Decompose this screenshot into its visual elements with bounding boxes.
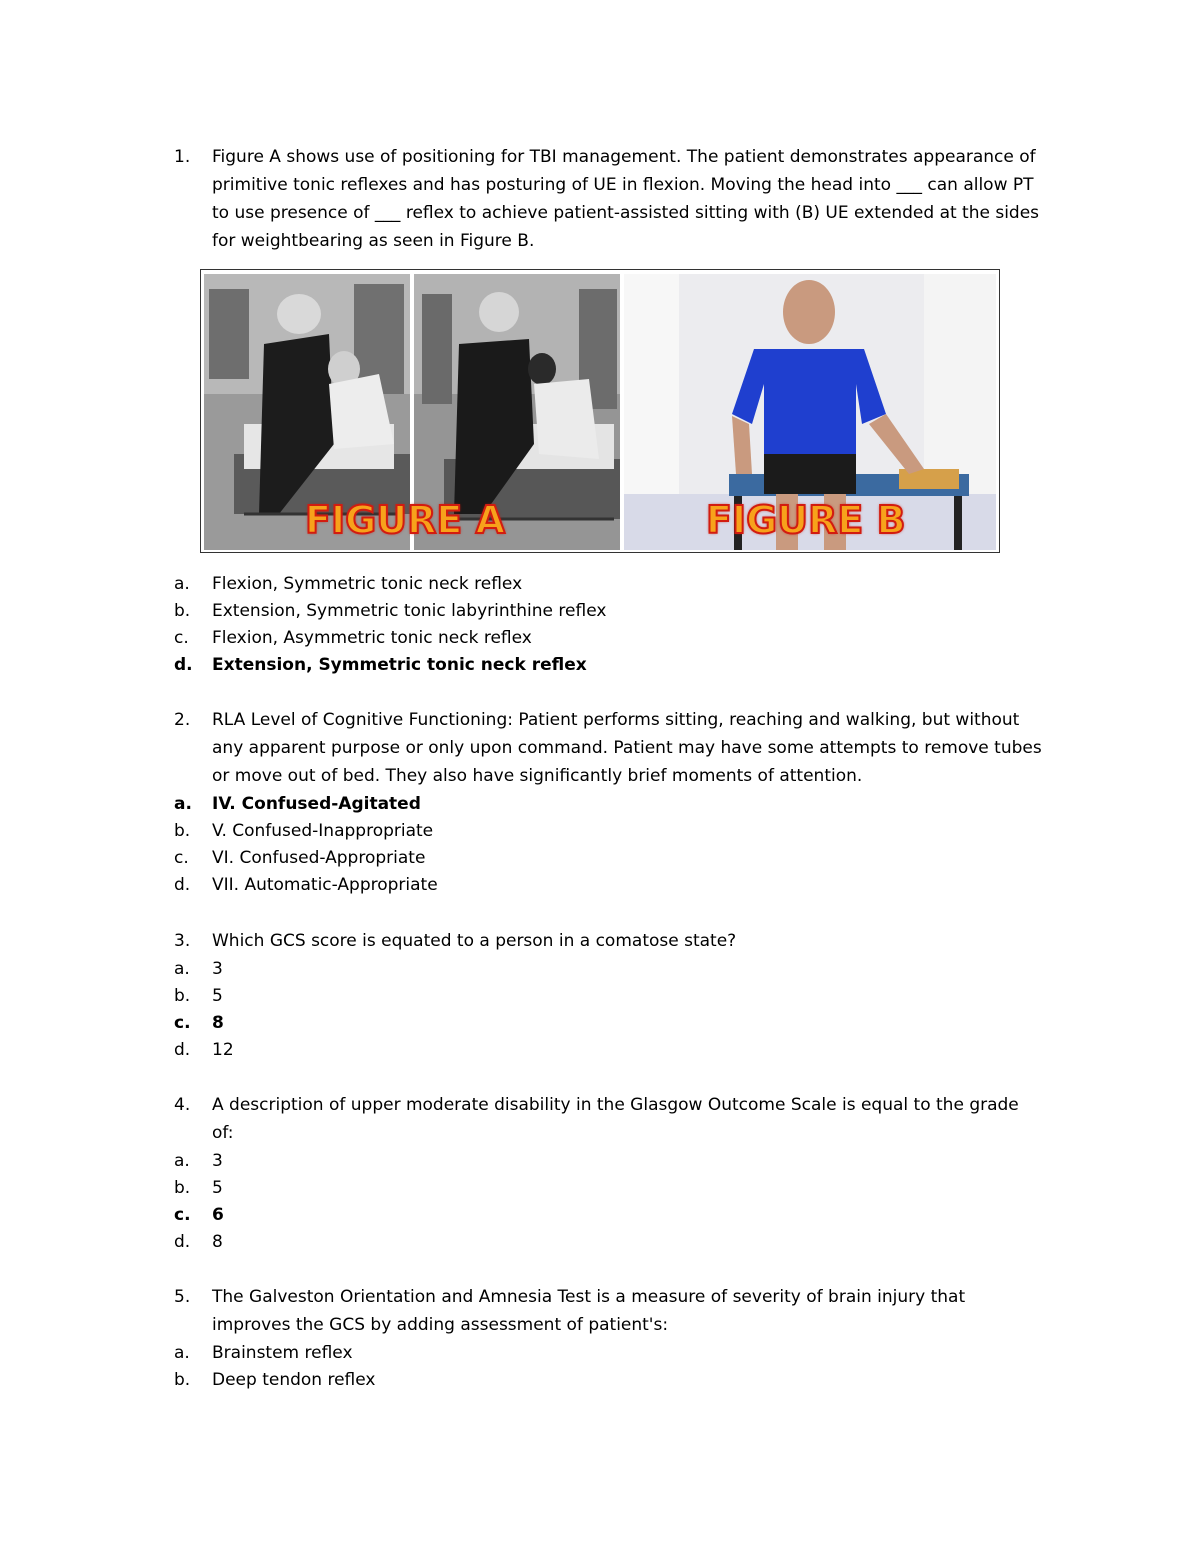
option-text: 5 xyxy=(212,986,223,1006)
option-text: 12 xyxy=(212,1040,234,1060)
question-line: or move out of bed. They also have significantly brief moments of attention. xyxy=(212,766,863,786)
question-line: any apparent purpose or only upon command. Patient may have some attempts to remove tubes xyxy=(212,738,1042,758)
option-text: VII. Automatic-Appropriate xyxy=(212,875,438,895)
question-line: The Galveston Orientation and Amnesia Test is a measure of severity of brain injury that xyxy=(212,1287,966,1307)
question-4 xyxy=(174,1091,1074,1255)
option-b xyxy=(174,1366,1074,1393)
option-c xyxy=(174,624,1074,651)
option-letter: d. xyxy=(174,655,193,675)
question-line: of: xyxy=(212,1123,234,1143)
option-letter: d. xyxy=(174,875,191,895)
question-2 xyxy=(174,706,1074,898)
option-c xyxy=(174,844,1074,871)
option-text: IV. Confused-Agitated xyxy=(212,794,421,814)
option-text: Flexion, Symmetric tonic neck reflex xyxy=(212,574,523,594)
question-1-options xyxy=(174,570,1074,678)
question-5 xyxy=(174,1283,1074,1393)
option-b xyxy=(174,1174,1074,1201)
question-text xyxy=(212,143,1074,255)
option-a xyxy=(174,1147,1074,1174)
option-text: Deep tendon reflex xyxy=(212,1370,376,1390)
question-1 xyxy=(174,143,1074,255)
question-line: improves the GCS by adding assessment of patient's: xyxy=(212,1315,669,1335)
option-letter: d. xyxy=(174,1232,191,1252)
option-letter: b. xyxy=(174,821,191,841)
question-number: 4. xyxy=(174,1095,191,1115)
figure-photo-panel xyxy=(200,269,1000,553)
figure-b-label: FIGURE B xyxy=(706,498,906,542)
question-line: for weightbearing as seen in Figure B. xyxy=(212,231,535,251)
option-b xyxy=(174,817,1074,844)
option-letter: b. xyxy=(174,1178,191,1198)
question-line: A description of upper moderate disability in the Glasgow Outcome Scale is equal to the grade xyxy=(212,1095,1019,1115)
option-d xyxy=(174,871,1074,898)
option-letter: a. xyxy=(174,1343,190,1363)
option-text: 8 xyxy=(212,1232,223,1252)
option-a xyxy=(174,955,1074,982)
option-c-answer xyxy=(174,1009,1074,1036)
option-text: 6 xyxy=(212,1205,224,1225)
option-letter: a. xyxy=(174,574,190,594)
option-letter: b. xyxy=(174,986,191,1006)
option-text: 3 xyxy=(212,959,223,979)
question-number: 2. xyxy=(174,710,191,730)
option-text: Extension, Symmetric tonic neck reflex xyxy=(212,655,587,675)
question-text xyxy=(212,927,1074,955)
option-letter: c. xyxy=(174,1013,191,1033)
option-letter: a. xyxy=(174,1151,190,1171)
option-text: Flexion, Asymmetric tonic neck reflex xyxy=(212,628,532,648)
option-a xyxy=(174,1339,1074,1366)
option-letter: c. xyxy=(174,848,189,868)
question-line: primitive tonic reflexes and has posturing of UE in flexion. Moving the head into ___ can allow PT xyxy=(212,175,1034,195)
option-text: 3 xyxy=(212,1151,223,1171)
option-letter: b. xyxy=(174,1370,191,1390)
option-text: 5 xyxy=(212,1178,223,1198)
option-letter: b. xyxy=(174,601,191,621)
option-d xyxy=(174,1036,1074,1063)
option-a-answer xyxy=(174,790,1074,817)
option-b xyxy=(174,597,1074,624)
question-line: to use presence of ___ reflex to achieve patient-assisted sitting with (B) UE extended at the sides xyxy=(212,203,1040,223)
question-3 xyxy=(174,927,1074,1063)
option-a xyxy=(174,570,1074,597)
figure-a-label: FIGURE A xyxy=(305,498,506,542)
option-letter: d. xyxy=(174,1040,191,1060)
question-number: 1. xyxy=(174,147,191,167)
option-text: Brainstem reflex xyxy=(212,1343,353,1363)
question-text xyxy=(212,1091,1074,1147)
option-d-answer xyxy=(174,651,1074,678)
question-number: 5. xyxy=(174,1287,191,1307)
option-b xyxy=(174,982,1074,1009)
option-letter: c. xyxy=(174,628,189,648)
question-text xyxy=(212,1283,1074,1339)
question-line: Figure A shows use of positioning for TBI management. The patient demonstrates appearance of xyxy=(212,147,1036,167)
option-text: Extension, Symmetric tonic labyrinthine reflex xyxy=(212,601,607,621)
option-c-answer xyxy=(174,1201,1074,1228)
option-letter: a. xyxy=(174,959,190,979)
option-letter: c. xyxy=(174,1205,191,1225)
option-letter: a. xyxy=(174,794,192,814)
option-text: 8 xyxy=(212,1013,224,1033)
question-line: RLA Level of Cognitive Functioning: Patient performs sitting, reaching and walking, but without xyxy=(212,710,1020,730)
option-text: V. Confused-Inappropriate xyxy=(212,821,434,841)
question-text xyxy=(212,706,1074,790)
option-d xyxy=(174,1228,1074,1255)
question-number: 3. xyxy=(174,931,191,951)
option-text: VI. Confused-Appropriate xyxy=(212,848,426,868)
question-line: Which GCS score is equated to a person in a comatose state? xyxy=(212,931,737,951)
